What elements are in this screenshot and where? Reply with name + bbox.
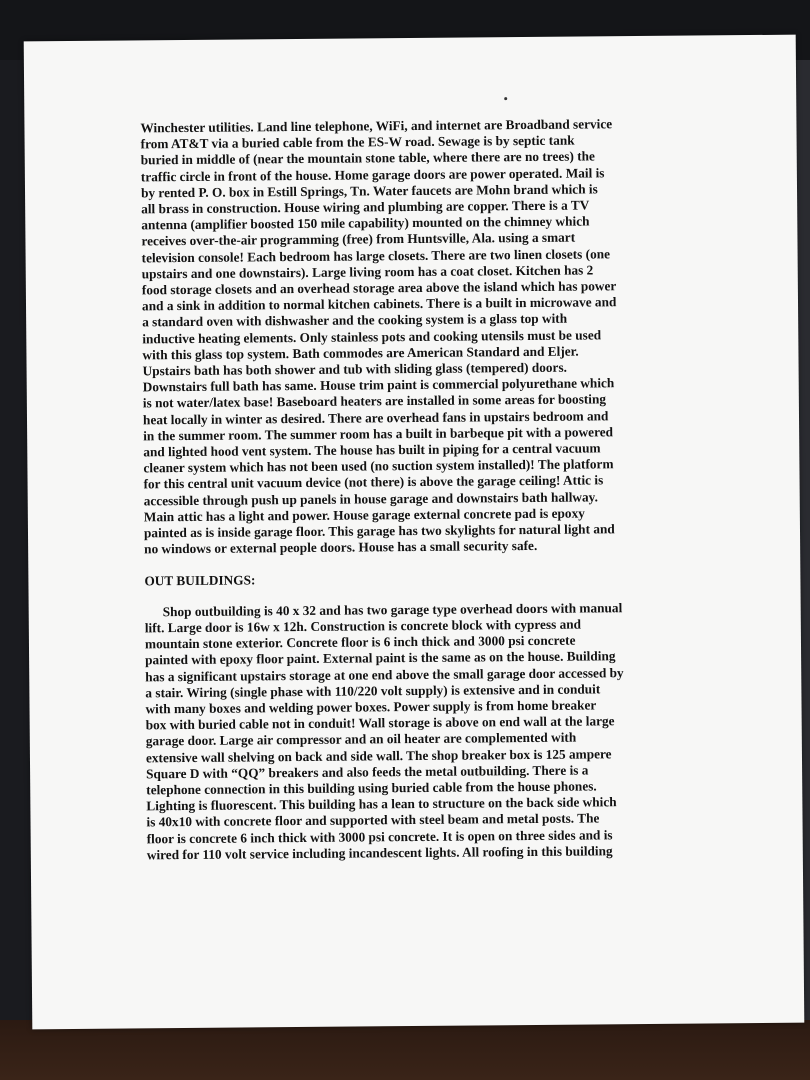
- text-line: no windows or external people doors. House has a small security safe.: [144, 538, 538, 557]
- text-line: box with buried cable not in conduit! Wall storage is above on end wall at the large: [145, 713, 615, 733]
- desk-surface: [0, 1020, 810, 1080]
- text-line: food storage closets and an overhead storage area above the island which has power: [141, 278, 617, 298]
- paragraph-utilities: [140, 115, 704, 557]
- text-line: Lighting is fluorescent. This building has a lean to structure on the back side which: [146, 794, 617, 814]
- text-line: by rented P. O. box in Estill Springs, Tn. Water faucets are Mohn brand which is: [140, 181, 598, 201]
- paper-sheet: [24, 35, 805, 1030]
- text-line: and lighted hood vent system. The house has built in piping for a central vacuum: [143, 440, 601, 460]
- text-line: painted with epoxy floor paint. External paint is the same as on the house. Building: [145, 648, 616, 668]
- text-line: from AT&T via a buried cable from the ES-W road. Sewage is by septic tank: [140, 132, 575, 152]
- text-line: in the summer room. The summer room has a built in barbeque pit with a powered: [143, 424, 614, 444]
- text-line: wired for 110 volt service including incandescent lights. All roofing in this building: [146, 843, 613, 863]
- paper-speck: [504, 97, 507, 100]
- text-line: a standard oven with dishwasher and the cooking system is a glass top with: [142, 311, 568, 330]
- text-line: heat locally in winter as desired. There are overhead fans in upstairs bedroom and: [142, 407, 609, 428]
- text-line: traffic circle in front of the house. Home garage doors are power operated. Mail is: [140, 164, 605, 184]
- text-line: receives over-the-air programming (free) from Huntsville, Ala. using a smart: [141, 230, 576, 249]
- text-line: painted as is inside garage floor. This garage has two skylights for natural light and: [143, 521, 615, 541]
- text-line: Upstairs bath has both shower and tub with sliding glass (tempered) doors.: [142, 359, 567, 379]
- text-line: inductive heating elements. Only stainless pots and cooking utensils must be used: [142, 327, 602, 347]
- text-line: Downstairs full bath has same. House trim paint is commercial polyurethane which: [142, 375, 615, 395]
- document-body: [140, 115, 706, 863]
- paragraph-out-buildings: [145, 599, 707, 863]
- text-line: all brass in construction. House wiring and plumbing are copper. There is a TV: [141, 197, 590, 217]
- text-line: upstairs and one downstairs). Large living room has a coat closet. Kitchen has 2: [141, 262, 594, 282]
- text-line: and a sink in addition to normal kitchen cabinets. There is a built in microwave and: [141, 294, 617, 314]
- text-line: accessible through push up panels in house garage and downstairs bath hallway.: [143, 489, 598, 509]
- text-line: Square D with “QQ” breakers and also feeds the metal outbuilding. There is a: [146, 762, 589, 782]
- text-line: Shop outbuilding is 40 x 32 and has two garage type overhead doors with manual: [162, 599, 623, 619]
- text-line: antenna (amplifier boosted 150 mile capability) mounted on the chimney which: [141, 213, 590, 233]
- text-line: with many boxes and welding power boxes. Power supply is from home breaker: [145, 697, 597, 717]
- text-line: Main attic has a light and power. House garage external concrete pad is epoxy: [143, 505, 585, 525]
- text-line: lift. Large door is 16w x 12h. Construction is concrete block with cypress and: [144, 616, 582, 636]
- text-line: for this central unit vacuum device (not there) is above the garage ceiling! Attic is: [143, 472, 604, 492]
- section-heading: OUT BUILDINGS:: [144, 572, 256, 589]
- text-line: with this glass top system. Bath commodes are American Standard and Eljer.: [142, 343, 579, 363]
- text-line: cleaner system which has not been used (no suction system installed)! The platform: [143, 456, 614, 476]
- text-line: is not water/latex base! Baseboard heaters are installed in some areas for boosting: [142, 391, 607, 411]
- text-line: is 40x10 with concrete floor and supported with steel beam and metal posts. The: [146, 810, 600, 830]
- text-line: Winchester utilities. Land line telephone, WiFi, and internet are Broadband service: [140, 116, 613, 136]
- text-line: television console! Each bedroom has large closets. There are two linen closets (one: [141, 245, 611, 265]
- text-line: extensive wall shelving on back and side wall. The shop breaker box is 125 ampere: [145, 745, 612, 765]
- text-line: floor is concrete 6 inch thick with 3000 psi concrete. It is open on three sides and is: [146, 826, 613, 846]
- text-line: mountain stone exterior. Concrete floor is 6 inch thick and 3000 psi concrete: [144, 632, 576, 652]
- text-line: has a significant upstairs storage at one end above the small garage door accessed by: [145, 664, 624, 684]
- text-line: garage door. Large air compressor and an oil heater are complemented with: [145, 729, 577, 749]
- text-line: buried in middle of (near the mountain stone table, where there are no trees) the: [140, 148, 595, 168]
- text-line: telephone connection in this building using buried cable from the house phones.: [146, 778, 597, 798]
- text-line: a stair. Wiring (single phase with 110/220 volt supply) is extensive and in conduit: [145, 681, 601, 701]
